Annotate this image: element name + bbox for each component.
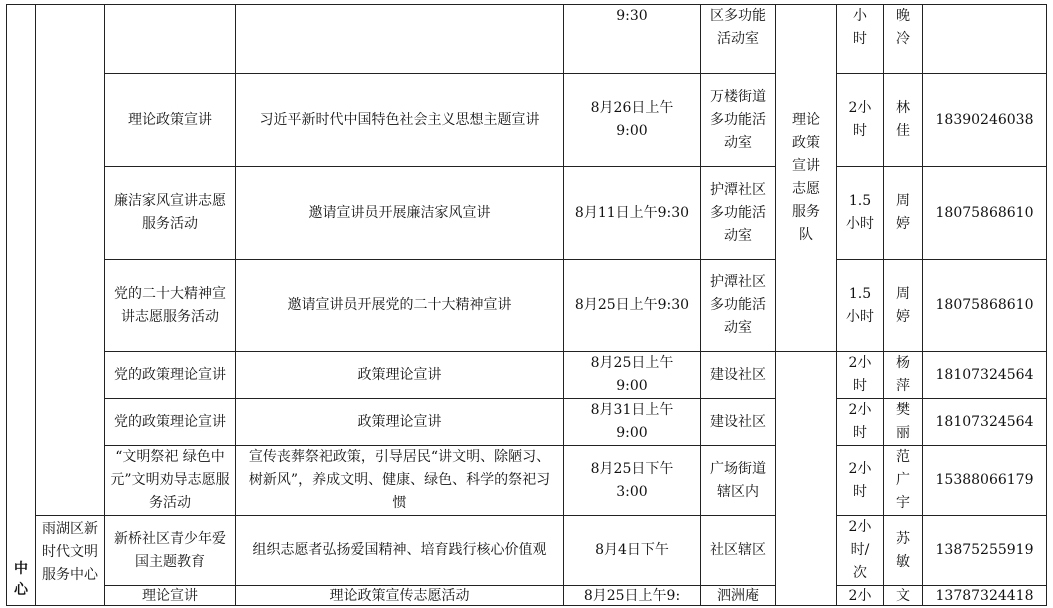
activity-content: 宣传丧葬祭祀政策，引导居民“讲文明、除陋习、树新风”，养成文明、健康、绿色、科学的祭祀习惯: [236, 446, 564, 516]
contact-person: 樊丽: [884, 399, 923, 446]
activity-place: 万楼街道多功能活动室: [701, 74, 776, 167]
contact-person: 林佳: [884, 74, 923, 167]
activity-name: 新桥社区青少年爱国主题教育: [105, 516, 236, 586]
table-row: [7, 260, 1047, 352]
contact-phone: 13787324418: [923, 586, 1047, 606]
table-row: [7, 5, 1047, 74]
activity-name: “文明祭祀 绿色中元”文明劝导志愿服务活动: [105, 446, 236, 516]
table-row: [7, 352, 1047, 399]
contact-phone: 18075868610: [923, 167, 1047, 260]
org-unit: 雨湖区新时代文明服务中心: [36, 516, 105, 606]
activity-place: 广场街道辖区内: [701, 446, 776, 516]
table-row: [7, 74, 1047, 167]
activity-duration: 小时: [837, 5, 884, 74]
contact-person: 范广宇: [884, 446, 923, 516]
activity-duration: 1.5小时: [837, 167, 884, 260]
activity-time: 9:30: [564, 5, 701, 74]
contact-phone: 18107324564: [923, 352, 1047, 399]
activity-content: 理论政策宣传志愿活动: [236, 586, 564, 606]
activity-place: 建设社区: [701, 352, 776, 399]
activity-place: 区多功能活动室: [701, 5, 776, 74]
activity-content: 邀请宣讲员开展党的二十大精神宣讲: [236, 260, 564, 352]
activity-time: 8月11日上午9:30: [564, 167, 701, 260]
activity-duration: 2小时: [837, 74, 884, 167]
activity-time: 8月25日下午3:00: [564, 446, 701, 516]
table-row: [7, 586, 1047, 606]
table-row: [7, 167, 1047, 260]
team-spacer: [776, 352, 837, 606]
activity-table: [6, 4, 1047, 606]
contact-person: 晚冷: [884, 5, 923, 74]
activity-content: 组织志愿者弘扬爱国精神、培育践行核心价值观: [236, 516, 564, 586]
activity-duration: 2小时/次: [837, 516, 884, 586]
activity-time: 8月25日上午9:00: [564, 352, 701, 399]
activity-time: 8月26日上午9:00: [564, 74, 701, 167]
activity-content: 邀请宣讲员开展廉洁家风宣讲: [236, 167, 564, 260]
contact-phone: 18107324564: [923, 399, 1047, 446]
contact-phone: 13875255919: [923, 516, 1047, 586]
activity-content: [236, 5, 564, 74]
activity-place: 护潭社区多功能活动室: [701, 260, 776, 352]
team-name: 理论政策宣讲志愿服务队: [776, 5, 837, 352]
activity-name: 党的政策理论宣讲: [105, 352, 236, 399]
contact-phone: 18075868610: [923, 260, 1047, 352]
activity-duration: 2小时: [837, 446, 884, 516]
activity-duration: 2小时: [837, 399, 884, 446]
activity-time: 8月31日上午9:00: [564, 399, 701, 446]
contact-person: 文: [884, 586, 923, 606]
org-side-label: 中心: [7, 5, 36, 606]
table-row: [7, 516, 1047, 586]
contact-phone: [923, 5, 1047, 74]
activity-name: 党的二十大精神宣讲志愿服务活动: [105, 260, 236, 352]
table-row: [7, 399, 1047, 446]
activity-name: 党的政策理论宣讲: [105, 399, 236, 446]
contact-phone: 15388066179: [923, 446, 1047, 516]
org-unit-spacer: [36, 5, 105, 516]
activity-content: 政策理论宣讲: [236, 352, 564, 399]
contact-phone: 18390246038: [923, 74, 1047, 167]
contact-person: 杨萍: [884, 352, 923, 399]
activity-place: 泗洲庵: [701, 586, 776, 606]
table-row: [7, 446, 1047, 516]
contact-person: 苏敏: [884, 516, 923, 586]
activity-place: 社区辖区: [701, 516, 776, 586]
activity-name: [105, 5, 236, 74]
activity-name: 理论政策宣讲: [105, 74, 236, 167]
activity-duration: 2小: [837, 586, 884, 606]
contact-person: 周婷: [884, 260, 923, 352]
activity-duration: 1.5小时: [837, 260, 884, 352]
activity-duration: 2小时: [837, 352, 884, 399]
activity-name: 理论宣讲: [105, 586, 236, 606]
activity-place: 护潭社区多功能活动室: [701, 167, 776, 260]
activity-time: 8月25日上午9:: [564, 586, 701, 606]
activity-content: 政策理论宣讲: [236, 399, 564, 446]
activity-time: 8月4日下午: [564, 516, 701, 586]
activity-place: 建设社区: [701, 399, 776, 446]
activity-name: 廉洁家风宣讲志愿服务活动: [105, 167, 236, 260]
activity-content: 习近平新时代中国特色社会主义思想主题宣讲: [236, 74, 564, 167]
contact-person: 周婷: [884, 167, 923, 260]
activity-time: 8月25日上午9:30: [564, 260, 701, 352]
